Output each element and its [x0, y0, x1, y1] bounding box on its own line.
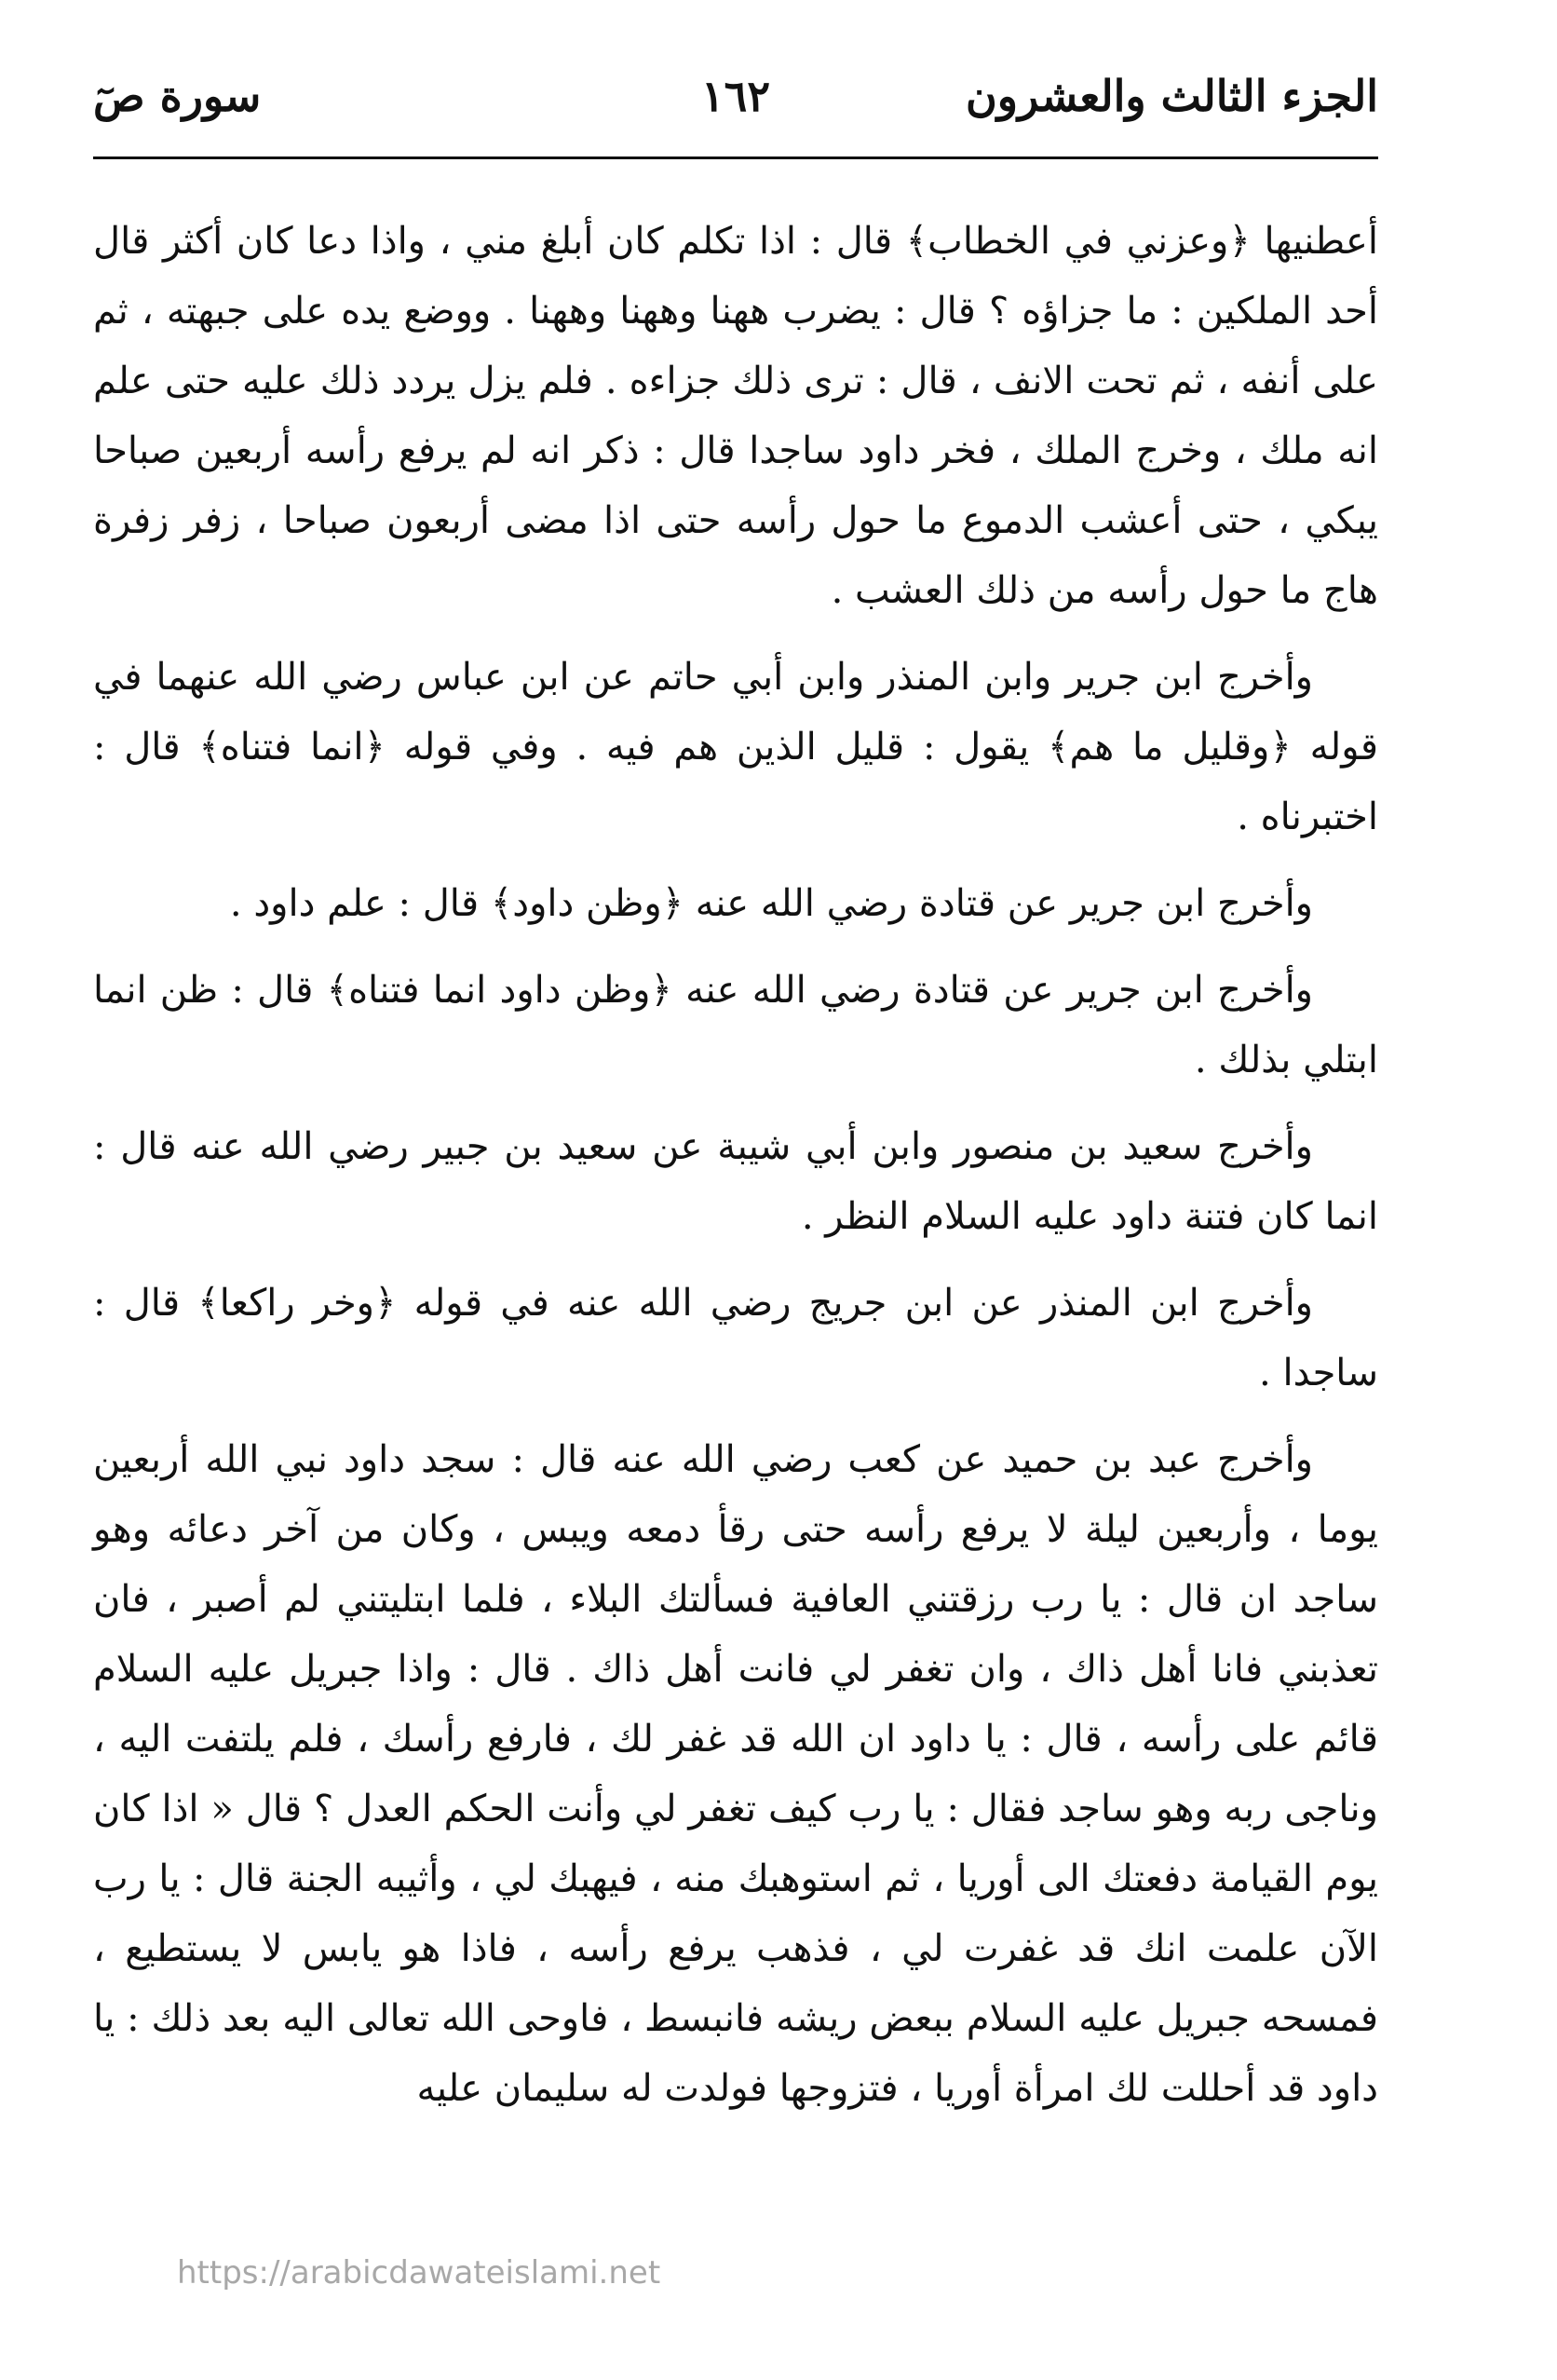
paragraph-2: وأخرج ابن جرير وابن المنذر وابن أبي حاتم عن ابن عباس رضي الله عنهما في قوله ﴿وقليل ما هم﴾ يقول : قليل الذين هم فيه . وفي قوله ﴿انما فتناه﴾ قال : اختبرناه .	[93, 656, 1378, 838]
page-number: ١٦٢	[700, 71, 771, 121]
header-rule	[93, 156, 1378, 159]
watermark-url: https://arabicdawateislami.net	[177, 2254, 661, 2292]
paragraph-3: وأخرج ابن جرير عن قتادة رضي الله عنه ﴿وظن داود﴾ قال : علم داود .	[229, 882, 1313, 925]
page-header	[93, 65, 1378, 149]
part-title: الجزء الثالث والعشرون	[965, 71, 1378, 121]
paragraph-1: أعطنيها ﴿وعزني في الخطاب﴾ قال : اذا تكلم كان أبلغ مني ، واذا دعا كان أكثر قال أحد الملكين : ما جزاؤه ؟ قال : يضرب ههنا وههنا وههنا . ووضع يده على جبهته ، ثم على أنفه ، ثم تحت الانف ، قال : ترى ذلك جزاءه . فلم يزل يردد ذلك عليه حتى علم انه ملك ، وخرج الملك ، فخر داود ساجدا قال : ذكر انه لم يرفع رأسه أربعين صباحا يبكي ، حتى أعشب الدموع ما حول رأسه حتى اذا مضى أربعون صباحا ، زفر زفرة هاج ما حول رأسه من ذلك العشب .	[93, 220, 1379, 612]
surah-title: سورة صٓ	[93, 71, 262, 121]
paragraph-4: وأخرج ابن جرير عن قتادة رضي الله عنه ﴿وظن داود انما فتناه﴾ قال : ظن انما ابتلي بذلك .	[93, 969, 1378, 1081]
paragraph-6: وأخرج ابن المنذر عن ابن جريج رضي الله عنه في قوله ﴿وخر راكعا﴾ قال : ساجدا .	[93, 1282, 1378, 1394]
paragraph-7: وأخرج عبد بن حميد عن كعب رضي الله عنه قال : سجد داود نبي الله أربعين يوما ، وأربعين ليلة لا يرفع رأسه حتى رقأ دمعه ويبس ، وكان من آخر دعائه وهو ساجد ان قال : يا رب رزقتني العافية فسألتك البلاء ، فلما ابتليتني لم أصبر ، فان تعذبني فانا أهل ذاك ، وان تغفر لي فانت أهل ذاك . قال : واذا جبريل عليه السلام قائم على رأسه ، قال : يا داود ان الله قد غفر لك ، فارفع رأسك ، فلم يلتفت اليه ، وناجى ربه وهو ساجد فقال : يا رب كيف تغفر لي وأنت الحكم العدل ؟ قال « اذا كان يوم القيامة دفعتك الى أوريا ، ثم استوهبك منه ، فيهبك لي ، وأثيبه الجنة قال : يا رب الآن علمت انك قد غفرت لي ، فذهب يرفع رأسه ، فاذا هو يابس لا يستطيع ، فمسحه جبريل عليه السلام ببعض ريشه فانبسط ، فاوحى الله تعالى اليه بعد ذلك : يا داود قد أحللت لك امرأة أوريا ، فتزوجها فولدت له سليمان عليه	[93, 1438, 1378, 2110]
page-body	[93, 207, 1378, 2141]
paragraph-5: وأخرج سعيد بن منصور وابن أبي شيبة عن سعيد بن جبير رضي الله عنه قال : انما كان فتنة داود عليه السلام النظر .	[93, 1125, 1378, 1238]
